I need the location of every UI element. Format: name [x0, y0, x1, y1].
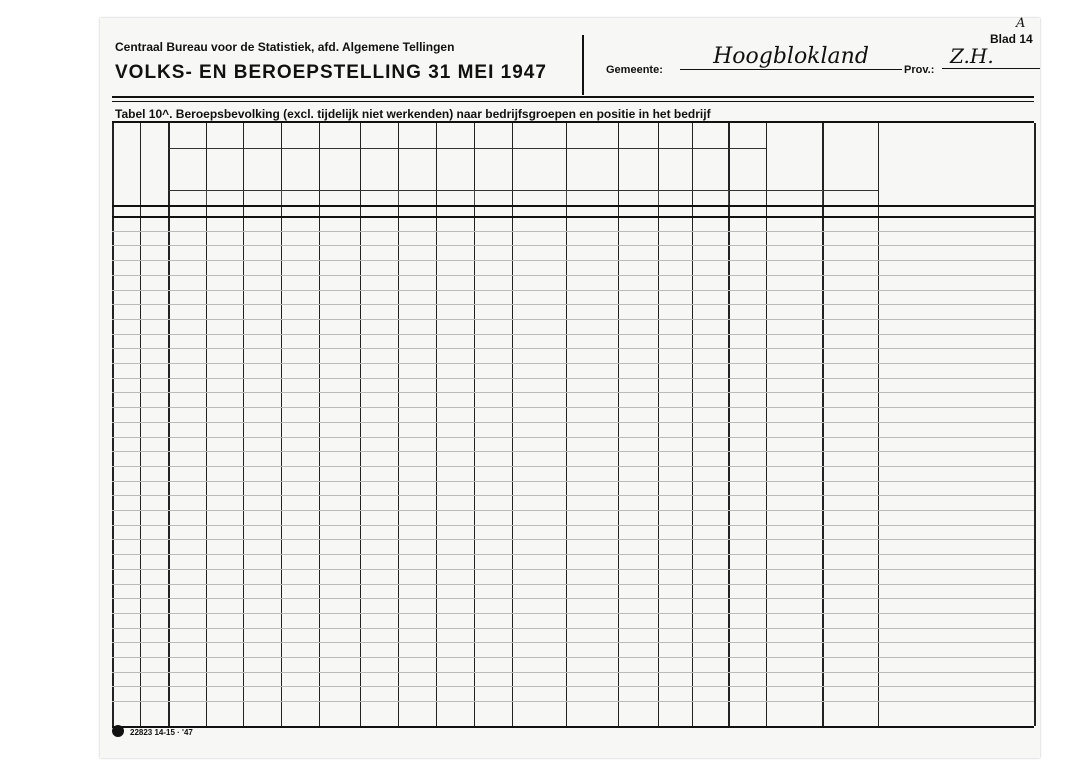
form-sheet	[100, 18, 1040, 758]
row-line	[112, 525, 1034, 526]
column-line	[728, 123, 730, 726]
census-title: VOLKS- EN BEROEPSTELLING 31 MEI 1947	[115, 62, 547, 83]
row-line	[112, 304, 1034, 305]
row-line	[112, 334, 1034, 335]
number-row-rule	[112, 216, 1034, 218]
row-line	[112, 495, 1034, 496]
row-line	[112, 407, 1034, 408]
mv-divider	[281, 190, 282, 205]
row-line	[112, 554, 1034, 555]
column-line	[360, 123, 361, 726]
mv-divider	[474, 190, 475, 205]
column-line	[512, 123, 513, 726]
row-line	[112, 686, 1034, 687]
sheet-number: Blad 14	[990, 32, 1033, 46]
column-line	[766, 123, 767, 726]
mv-rule	[168, 190, 878, 191]
row-line	[112, 657, 1034, 658]
printer-logo-icon	[112, 725, 124, 737]
row-line	[112, 275, 1034, 276]
header-divider	[582, 35, 584, 95]
row-line	[112, 569, 1034, 570]
gemeente-value: Hoogblokland	[680, 44, 902, 70]
column-line	[878, 123, 879, 726]
row-line	[112, 481, 1034, 482]
column-line	[140, 123, 141, 726]
column-line	[112, 123, 114, 726]
row-line	[112, 231, 1034, 232]
row-line	[112, 290, 1034, 291]
row-line	[112, 378, 1034, 379]
header-rule-thin	[112, 101, 1034, 102]
sheet-mark: A	[1016, 16, 1026, 31]
row-line	[112, 642, 1034, 643]
row-line	[112, 363, 1034, 364]
mv-divider	[398, 190, 399, 205]
column-line	[618, 123, 619, 726]
row-line	[112, 672, 1034, 673]
column-line	[168, 123, 170, 726]
bureau-name: Centraal Bureau voor de Statistiek, afd. Algemene Tellingen	[115, 40, 455, 54]
header-bottom-rule	[112, 205, 1034, 207]
row-line	[112, 348, 1034, 349]
table-bottom-rule	[112, 726, 1034, 728]
column-line	[1034, 123, 1036, 726]
row-line	[112, 451, 1034, 452]
header-rule	[112, 96, 1034, 98]
mv-divider	[658, 190, 659, 205]
prov-label: Prov.:	[904, 64, 935, 76]
column-line	[692, 123, 693, 726]
column-line	[658, 123, 659, 726]
table-top-rule	[112, 121, 1034, 123]
row-line	[112, 437, 1034, 438]
print-code: 22823 14-15 · '47	[130, 728, 193, 737]
mv-divider	[822, 190, 823, 205]
row-line	[112, 701, 1034, 702]
row-line	[112, 392, 1034, 393]
row-line	[112, 510, 1034, 511]
row-line	[112, 422, 1034, 423]
table-title: Tabel 10^. Beroepsbevolking (excl. tijdelijk niet werkenden) naar bedrijfsgroepen en positie in het bedrijf	[115, 107, 711, 121]
row-line	[112, 260, 1034, 261]
row-line	[112, 598, 1034, 599]
row-line	[112, 319, 1034, 320]
column-line	[474, 123, 475, 726]
gemeente-label: Gemeente:	[606, 64, 663, 76]
row-line	[112, 539, 1034, 540]
column-line	[319, 123, 320, 726]
column-line	[436, 123, 437, 726]
column-line	[206, 123, 207, 726]
row-line	[112, 584, 1034, 585]
mv-divider	[206, 190, 207, 205]
column-line	[566, 123, 567, 726]
mv-divider	[728, 190, 729, 205]
row-line	[112, 628, 1034, 629]
column-line	[243, 123, 244, 726]
mv-divider	[566, 190, 567, 205]
row-line	[112, 466, 1034, 467]
prov-value: Z.H.	[942, 44, 1040, 69]
column-line	[398, 123, 399, 726]
positie-rule	[168, 148, 766, 149]
column-line	[281, 123, 282, 726]
row-line	[112, 613, 1034, 614]
row-line	[112, 245, 1034, 246]
column-line	[822, 123, 824, 726]
